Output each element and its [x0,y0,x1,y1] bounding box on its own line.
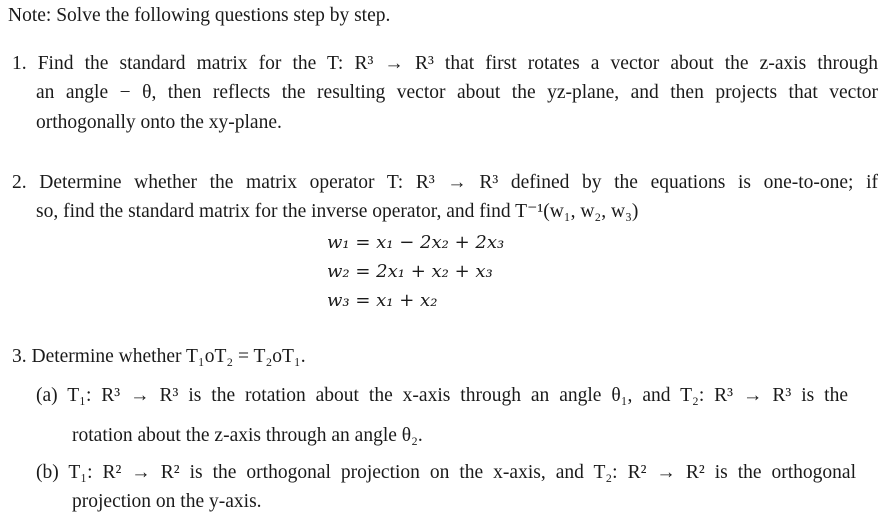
question-3b-line-2: projection on the y-axis. [72,491,262,512]
question-3a-line-2: rotation about the z-axis through an angle θ₂. [72,425,423,446]
question-3-line-1: 3. Determine whether T₁oT₂ = T₂oT₁. [12,346,306,367]
question-3b-line-1: (b) T₁: R² → R² is the orthogonal projection on the x-axis, and T₂: R² → R² is the orthogonal [36,462,856,483]
note-text: Note: Solve the following questions step by step. [8,5,391,26]
question-2-line-2: so, find the standard matrix for the inverse operator, and find T⁻¹(w₁, w₂, w₃) [36,201,639,222]
equation-w1: w₁ = x₁ − 2x₂ + 2x₃ [327,232,505,253]
question-1-line-2: an angle − θ, then reflects the resulting vector about the yz-plane, and then projects that vector [36,82,878,103]
question-2-line-1: 2. Determine whether the matrix operator T: R³ → R³ defined by the equations is one-to-one; if [12,172,878,193]
question-1-line-1: 1. Find the standard matrix for the T: R³ → R³ that first rotates a vector about the z-axis through [12,53,878,74]
question-1-line-3: orthogonally onto the xy-plane. [36,112,282,133]
equation-w2: w₂ = 2x₁ + x₂ + x₃ [327,261,493,282]
question-3a-line-1: (a) T₁: R³ → R³ is the rotation about the x-axis through an angle θ₁, and T₂: R³ → R³ is the [36,385,848,406]
equation-w3: w₃ = x₁ + x₂ [327,290,438,311]
